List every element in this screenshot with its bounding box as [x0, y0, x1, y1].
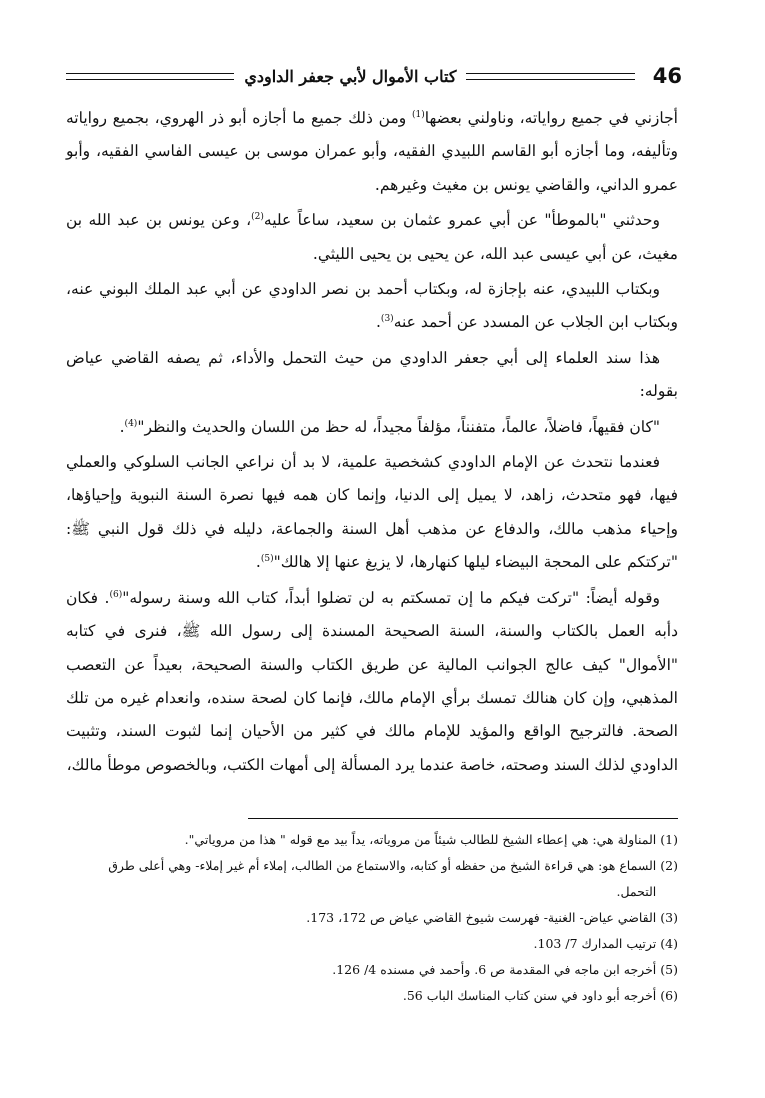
footnote-1 [66, 827, 678, 853]
footnote-text: أخرجه ابن ماجه في المقدمة ص 6. وأحمد في مسنده 4/ 126. [332, 962, 657, 977]
footnote-5 [66, 957, 678, 983]
footnote-3 [66, 905, 678, 931]
footnote-ref-2: (2) [251, 212, 264, 223]
paragraph-6: فعندما نتحدث عن الإمام الداودي كشخصية علمية، لا بد أن نراعي الجانب السلوكي والعملي فيها، فهو متحدث، زاهد، لا يميل إلى الدنيا، وإنما كان همه فيها نصرة السنة النبوية وإحياؤها، وإحياء مذهب مالك، والدفاع عن مذهب أهل السنة والجماعة، دليله في ذلك قول النبي ﷺ: "تركتكم على المحجة البيضاء ليلها كنهارها، لا يزيغ عنها إلا هالك"$^{(5)}$. [66, 453, 678, 572]
page-number: 46 [652, 63, 682, 88]
footnote-number: (4) [660, 936, 678, 951]
footnote-ref-3: (3) [380, 314, 394, 325]
footnote-separator [248, 818, 678, 819]
footnotes [66, 827, 678, 1009]
footnote-text: أخرجه أبو داود في سنن كتاب المناسك الباب 56. [402, 988, 657, 1003]
footnote-number: (5) [660, 962, 678, 977]
footnote-ref-6: (6) [109, 589, 123, 600]
page-header [66, 56, 682, 96]
paragraph-7: وقوله أيضاً: "تركت فيكم ما إن تمسكتم به لن تضلوا أبداً، كتاب الله وسنة رسوله"$^{(6)}$. فكان دأبه العمل بالكتاب والسنة، السنة الصحيحة المسندة إلى رسول الله ﷺ، فنرى في كتابه "الأموال" كيف عالج الجوانب المالية عن طريق الكتاب والسنة الصحيحة، بعيداً عن التعصب المذهبي، وإن كان هنالك تمسك برأي الإمام مالك، فإنما كان لصحة سنده، وانعدام غيره من تلك الصحة. فالترجيح الواقع والمؤيد للإمام مالك في كثير من الأحيان إنما لثبوت السند، وتثبيت الداودي لذلك السند وصحته، خاصة عندما يرد المسألة إلى أمهات الكتب، وبالخصوص موطأ مالك، [66, 588, 678, 774]
book-page [66, 56, 682, 1076]
header-rule-right [466, 73, 634, 80]
footnote-2 [66, 853, 678, 905]
footnote-number: (3) [660, 910, 678, 925]
running-title [66, 67, 635, 86]
footnote-ref-5: (5) [260, 554, 274, 565]
paragraph-5: "كان فقيهاً، فاضلاً، عالماً، متفنناً، مؤلفاً مجيداً، له حظ من اللسان والحديث والنظر"$^{(4)}$. [119, 417, 660, 436]
paragraph-3: وبكتاب اللبيدي، عنه بإجازة له، وبكتاب أحمد بن نصر الداودي عن أبي عبد الملك البوني عنه، وبكتاب ابن الجلاب عن المسدد عن أحمد عنه$^{(3)}$. [66, 280, 678, 332]
footnote-number: (1) [660, 832, 678, 847]
footnote-text: القاضي عياض- الغنية- فهرست شيوخ القاضي عياض ص 172، 173. [306, 910, 657, 925]
footnote-ref-4: (4) [124, 418, 138, 429]
footnote-text: السماع هو: هي قراءة الشيخ من حفظه أو كتابه، والاستماع من الطالب، إملاء أم غير إملاء- وهي أعلى طرق التحمل. [108, 858, 657, 899]
footnote-text: ترتيب المدارك 7/ 103. [533, 936, 657, 951]
paragraph-2: وحدثني "بالموطأ" عن أبي عمرو عثمان بن سعيد، ساعاً عليه$^{(2)}$، وعن يونس بن عبد الله بن مغيث، عن أبي عيسى عبد الله، عن يحيى بن يحيى الليثي. [66, 211, 678, 263]
footnote-number: (2) [660, 858, 678, 873]
footnote-number: (6) [660, 988, 678, 1003]
paragraph-1: أجازني في جميع رواياته، وناولني بعضها$^{(1)}$ ومن ذلك جميع ما أجازه أبو ذر الهروي، بجميع رواياته وتأليفه، وما أجازه أبو القاسم اللبيدي الفقيه، وأبو عمران موسى بن عيسى الفاسي الفقيه، وأبو عمرو الداني، والقاضي يونس بن مغيث وغيرهم. [66, 109, 678, 194]
footnote-4 [66, 931, 678, 957]
book-title: كتاب الأموال لأبي جعفر الداودي [244, 66, 457, 86]
paragraph-4: هذا سند العلماء إلى أبي جعفر الداودي من حيث التحمل والأداء، ثم يصفه القاضي عياض بقوله: [66, 348, 678, 401]
footnote-text: المناولة هي: هي إعطاء الشيخ للطالب شيئاً من مروياته، يداً بيد مع قوله " هذا من مروياتي". [184, 832, 657, 847]
footnote-6 [66, 983, 678, 1009]
header-rule-left [66, 73, 234, 80]
main-text [66, 102, 678, 782]
footnote-ref-1: (1) [411, 109, 425, 120]
